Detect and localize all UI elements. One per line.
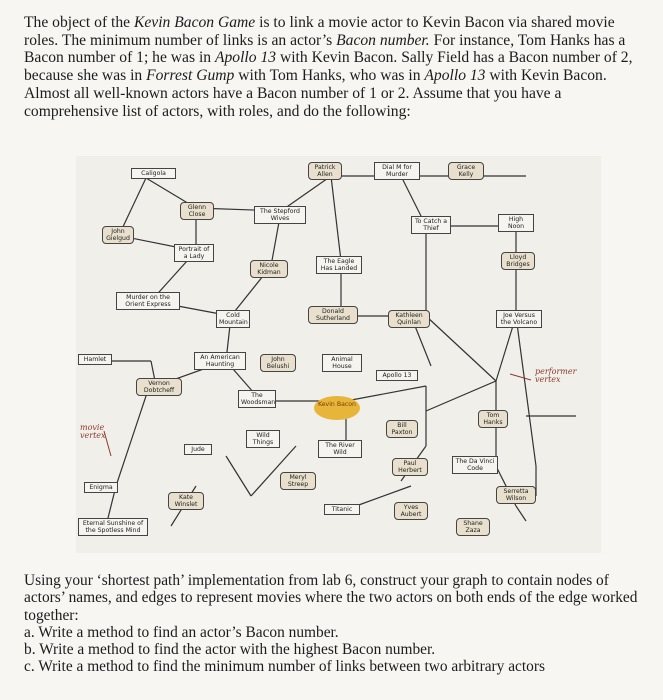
node-kathleen-quinlan: Kathleen Quinlan <box>388 310 430 328</box>
node-titanic: Titanic <box>324 504 360 515</box>
node-bill-paxton: Bill Paxton <box>386 420 418 438</box>
game-name: Kevin Bacon Game <box>133 14 256 31</box>
node-american-haunting: An American Haunting <box>194 352 246 370</box>
node-lloyd-bridges: Lloyd Bridges <box>501 252 535 270</box>
node-nicole-kidman: Nicole Kidman <box>250 260 288 278</box>
node-vernon-dobtcheff: Vernon Dobtcheff <box>136 378 182 396</box>
node-kevin-bacon: Kevin Bacon <box>314 396 360 420</box>
node-eternal-sunshine: Eternal Sunshine of the Spotless Mind <box>78 518 148 536</box>
node-caligula: Caligola <box>131 168 176 179</box>
intro-text-6: with Kevin Bacon. Almost all well-known actors have a Bacon number of 1 or 2. Assume that you have a comprehensive list of actors, with roles, and do the following: <box>24 67 607 120</box>
node-da-vinci-code: The Da Vinci Code <box>452 456 498 474</box>
intro-text-2: is to link a movie actor to Kevin Bacon via shared movie roles. The minimum number of links is an actor’s <box>24 14 615 49</box>
task-a: a. Write a method to find an actor’s Bacon number. <box>24 623 339 641</box>
node-animal-house: Animal House <box>322 354 362 372</box>
intro-text-1: The object of the <box>24 14 134 31</box>
node-high-noon: High Noon <box>498 214 534 232</box>
intro-paragraph <box>24 14 646 120</box>
task-lead: Using your ‘shortest path’ implementation from lab 6, construct your graph to contain nodes of actors’ names, and edges to represent movies where the two actors on both ends of the edge worked together: <box>24 572 638 624</box>
node-joe-versus-volcano: Joe Versus the Volcano <box>496 310 542 328</box>
intro-text-3: For instance, Tom Hanks has a Bacon number of 1; he was in <box>24 31 626 67</box>
node-portrait-of-a-lady: Portrait of a Lady <box>174 244 214 262</box>
node-the-woodsman: The Woodsman <box>238 390 276 408</box>
task-section <box>24 572 646 676</box>
node-eagle-has-landed: The Eagle Has Landed <box>316 256 362 274</box>
node-john-belushi: John Belushi <box>260 354 296 372</box>
movie-apollo13-1: Apollo 13 <box>214 49 277 67</box>
node-river-wild: The River Wild <box>318 440 362 458</box>
node-dial-m-for-murder: Dial M for Murder <box>374 162 420 180</box>
node-kate-winslet: Kate Winslet <box>168 492 204 510</box>
node-donald-sutherland: Donald Sutherland <box>308 306 358 324</box>
node-stepford-wives: The Stepford Wives <box>254 206 306 224</box>
node-jude: Jude <box>184 444 212 455</box>
node-paul-herbert: Paul Herbert <box>392 458 428 476</box>
node-apollo-13: Apollo 13 <box>376 370 418 381</box>
task-c: c. Write a method to find the minimum number of links between two arbitrary actors <box>24 658 545 676</box>
node-shane-zaza: Shane Zaza <box>456 518 490 536</box>
movie-forrest-gump: Forrest Gump <box>146 67 235 85</box>
movie-apollo13-2: Apollo 13 <box>424 67 486 85</box>
node-enigma: Enigma <box>84 482 118 493</box>
intro-text-5: with Tom Hanks, who was in <box>234 67 425 85</box>
node-tom-hanks: Tom Hanks <box>478 410 508 428</box>
node-patrick-allen: Patrick Allen <box>308 162 342 180</box>
node-murder-orient-express: Murder on the Orient Express <box>116 292 180 310</box>
node-grace-kelly: Grace Kelly <box>448 162 484 180</box>
node-john-gielgud: John Gielgud <box>102 226 134 244</box>
intro-text-4: with Kevin Bacon. Sally Field has a Bacon number of 2, because she was in <box>24 49 633 85</box>
node-wild-things: Wild Things <box>246 430 280 448</box>
label-performer-vertex: performer vertex <box>535 367 577 384</box>
node-to-catch-a-thief: To Catch a Thief <box>411 216 451 234</box>
bacon-number-term: Bacon number. <box>336 31 430 49</box>
task-b: b. Write a method to find the actor with the highest Bacon number. <box>24 641 436 659</box>
kevin-bacon-graph-figure <box>76 156 601 553</box>
node-hamlet: Hamlet <box>78 354 112 365</box>
node-cold-mountain: Cold Mountain <box>216 310 250 328</box>
node-meryl-streep: Meryl Streep <box>280 472 316 490</box>
node-yves-aubert: Yves Aubert <box>394 502 428 520</box>
label-movie-vertex: movie vertex <box>80 423 106 440</box>
node-serretta-wilson: Serretta Wilson <box>496 486 536 504</box>
node-glenn-close: Glenn Close <box>180 202 214 220</box>
